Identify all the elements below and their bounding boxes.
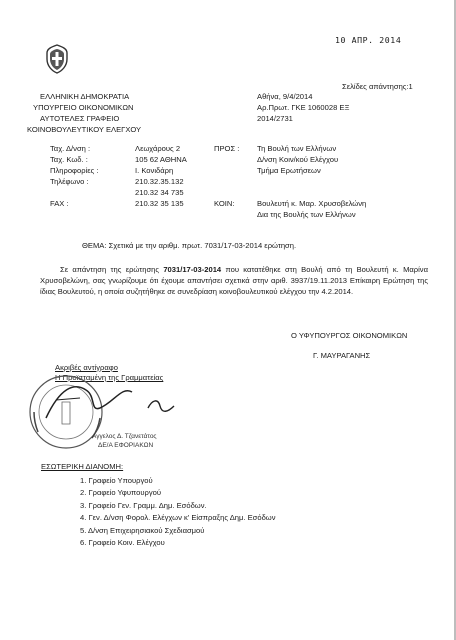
list-item — [80, 537, 276, 549]
phone-value: 210.32.35.132 — [135, 177, 184, 186]
handwritten-signature — [40, 378, 190, 428]
item-number: 4. — [80, 513, 87, 523]
pages-count: Σελίδες απάντησης:1 — [342, 82, 413, 91]
distribution-heading: ΕΣΩΤΕΡΙΚΗ ΔΙΑΝΟΜΗ: — [41, 462, 124, 471]
distribution-list — [80, 475, 276, 549]
item-number: 2. — [80, 488, 87, 498]
information-value: Ι. Κονιδάρη — [135, 166, 174, 175]
item-text: Γεν. Δ/νση Φορολ. Ελέγχων κ' Είσπραξης Δημ. Εσόδων — [88, 513, 276, 523]
stamp-name: Αγγελος Δ. Τζανετάτος — [92, 433, 157, 440]
question-reference: 7031/17-03-2014 — [163, 265, 222, 274]
signatory-title: Ο ΥΦΥΠΟΥΡΓΟΣ ΟΙΚΟΝΟΜΙΚΩΝ — [291, 331, 408, 340]
postal-code-value: 105 62 ΑΘΗΝΑ — [135, 155, 187, 164]
body-paragraph — [40, 264, 428, 297]
stamp-role: ΔΕ/Α ΕΦΟΡΙΑΚΩΝ — [98, 442, 154, 449]
address-label: Ταχ. Δ/νση : — [50, 144, 91, 153]
item-text: Γραφείο Υπουργού — [88, 476, 153, 485]
list-item — [80, 512, 276, 524]
list-item — [80, 475, 276, 487]
to-label: ΠΡΟΣ : — [214, 144, 240, 153]
certifier-title: Η Προϊσταμένη της Γραμματείας — [55, 373, 164, 382]
cc-label: ΚΟΙΝ: — [214, 199, 235, 208]
item-text: Δ/νση Επιχειρησιακού Σχεδιασμού — [88, 525, 205, 535]
fax-label: FAX : — [50, 199, 69, 208]
item-number: 6. — [80, 538, 87, 548]
received-date-stamp: 10 ΑΠΡ. 2014 — [335, 35, 402, 45]
phone-value: 210.32 34 735 — [135, 188, 184, 197]
cc-line: Βουλευτή κ. Μαρ. Χρυσοβελώνη — [257, 199, 367, 208]
item-number: 5. — [80, 525, 87, 535]
sender-line: ΚΟΙΝΟΒΟΥΛΕΥΤΙΚΟΥ ΕΛΕΓΧΟΥ — [27, 125, 142, 134]
to-line: Τμήμα Ερωτήσεων — [257, 166, 321, 175]
address-value: Λεωχάρους 2 — [135, 144, 181, 153]
body-text: Σε απάντηση της ερώτησης — [60, 265, 164, 274]
reference-number: 2014/2731 — [257, 114, 293, 123]
phone-label: Τηλέφωνο : — [50, 177, 89, 186]
item-text: Γραφείο Υφυπουργού — [88, 488, 162, 498]
to-line: Δ/νση Κοιν/κού Ελέγχου — [257, 155, 339, 164]
sender-line: ΕΛΛΗΝΙΚΗ ΔΗΜΟΚΡΑΤΙΑ — [40, 92, 130, 101]
subject-line: ΘΕΜΑ: Σχετικά με την αριθμ. πρωτ. 7031/17-03-2014 ερώτηση. — [82, 241, 297, 250]
signatory-name: Γ. ΜΑΥΡΑΓΑΝΗΣ — [313, 351, 371, 360]
cc-line: Δια της Βουλής των Ελλήνων — [257, 210, 356, 219]
item-number: 1. — [80, 476, 87, 485]
item-text: Γραφείο Γεν. Γραμμ. Δημ. Εσόδων. — [88, 500, 207, 510]
list-item — [80, 525, 276, 537]
fax-value: 210.32 35 135 — [135, 199, 184, 208]
certified-copy-label: Ακριβές αντίγραφο — [55, 363, 118, 372]
document-date: Αθήνα, 9/4/2014 — [257, 92, 313, 101]
to-line: Τη Βουλή των Ελλήνων — [257, 144, 337, 153]
item-text: Γραφείο Κοιν. Ελέγχου — [88, 538, 165, 548]
information-label: Πληροφορίες : — [50, 166, 99, 175]
postal-code-label: Ταχ. Κωδ. : — [50, 155, 88, 164]
item-number: 3. — [80, 500, 87, 510]
sender-line: ΑΥΤΟΤΕΛΕΣ ΓΡΑΦΕΙΟ — [40, 114, 120, 123]
body-text: που κατατέθηκε στη Βουλή από τη Βουλευτή κ. Μαρίνα Χρυσοβελώνη, σας γνωρίζουμε ότι έχουμε απαντήσει σχετικά στην αριθ. 3937/19.11.2013 Επίκαιρη Ερώτηση της ίδιας Βουλευτού, η οποία συζητήθηκε σε συνεδρίαση κοινοβουλευτικού ελέγχου την 4.2.2014. — [40, 265, 428, 296]
list-item — [80, 500, 276, 512]
list-item — [80, 487, 276, 499]
sender-line: ΥΠΟΥΡΓΕΙΟ ΟΙΚΟΝΟΜΙΚΩΝ — [33, 103, 134, 112]
protocol-number: Αρ.Πρωτ. ΓΚΕ 1060028 ΕΞ — [257, 103, 350, 112]
coat-of-arms-emblem — [45, 44, 69, 74]
